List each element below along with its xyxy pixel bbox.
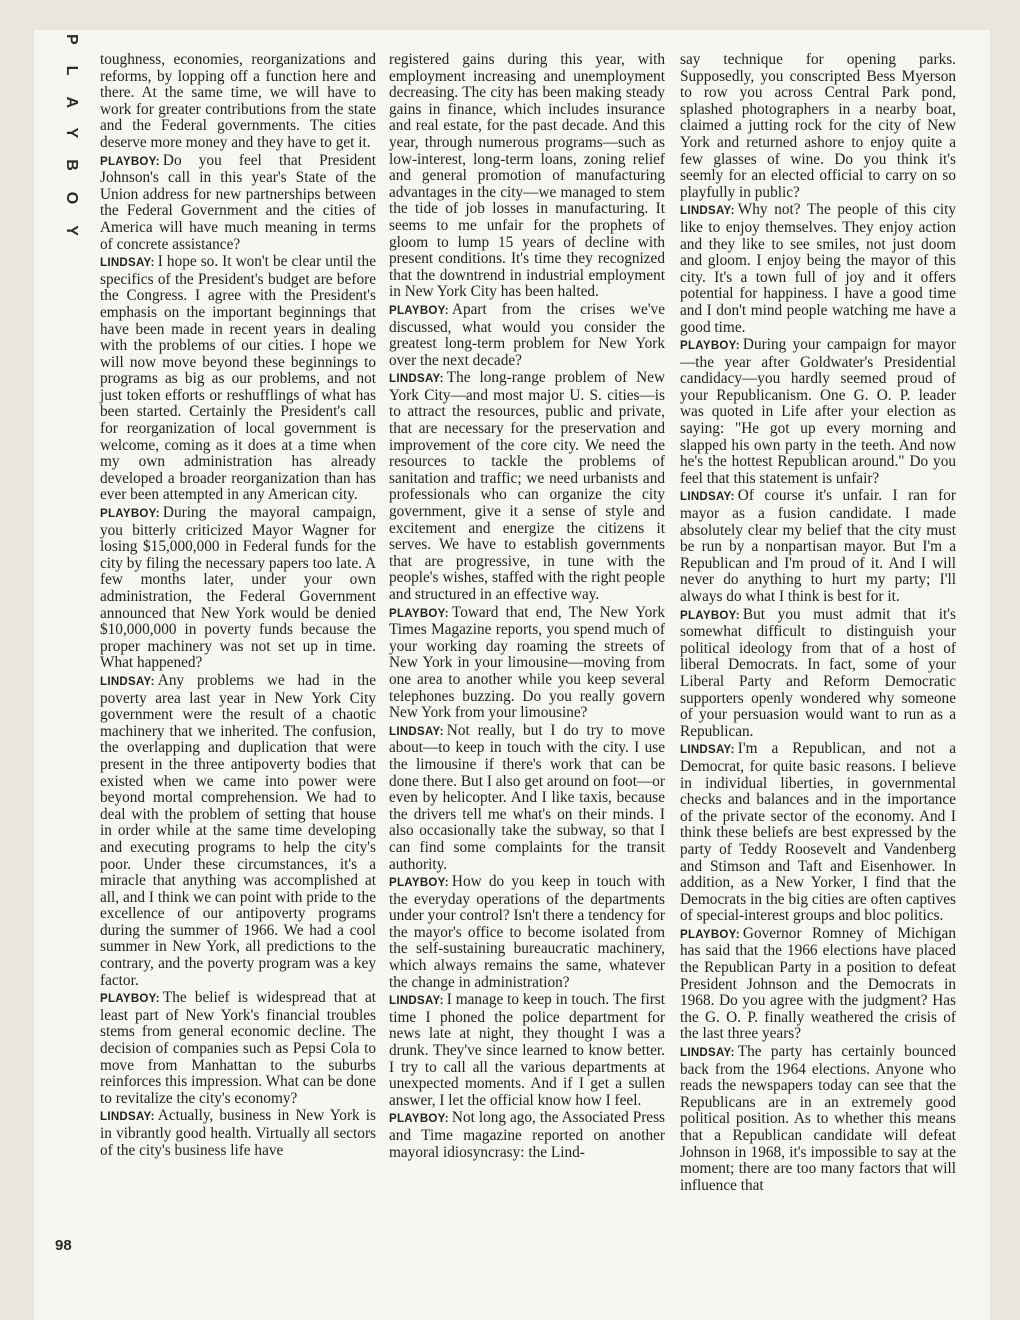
side-logo — [50, 34, 90, 257]
speaker-label: LINDSAY: — [100, 675, 155, 688]
paragraph-text: The long-range problem of New York City—and most major U. S. cities—is to attract the resources, public and private, that are necessary for the preservation and improvement of the core city. We need the resources to tackle the problems of sanitation and traffic; we need urbanists and professionals who can organize the city government, give it a sense of style and excitement and energize the citizens it serves. We have to establish governments that are progressive, in tune with the people's wishes, staffed with the right people and structured in an effective way. — [389, 369, 665, 603]
paragraph — [100, 673, 376, 989]
speaker-label: PLAYBOY: — [389, 877, 449, 890]
speaker-label: PLAYBOY: — [680, 928, 740, 941]
paragraph-text: registered gains during this year, with employment increasing and unemployment decreasing. The city has been making steady gains in finance, which includes insurance and real estate, for the past decade. And this year, through numerous programs—such as low-interest, long-term loans, zoning relief and general promotion of manufacturing advantages in the city—we managed to stem the tide of job losses in manufacturing. It seems to me unfair for the prophets of gloom to lump 15 years of decline with present conditions. It's time they recognized that the downtrend in industrial employment in New York City has been halted. — [389, 51, 665, 301]
paragraph-text: Do you feel that President Johnson's call in this year's State of the Union address for new partnerships between the Federal Government and the cities of America will have much meaning in terms of concrete assistance? — [100, 151, 376, 253]
paragraph — [100, 990, 376, 1107]
paragraph-text: During your campaign for mayor—the year after Goldwater's Presidential candidacy—you hardly seemed proud of your Republicanism. One G. O. P. leader was quoted in Life after your election as saying: "He got up every morning and slapped his own party in the teeth. And now he's the hottest Republican around." Do you feel that this statement is unfair? — [680, 336, 956, 487]
paragraph — [100, 1108, 376, 1159]
paragraph-text: I'm a Republican, and not a Democrat, for quite basic reasons. I believe in individual liberties, in governmental checks and balances and in the importance of the private sector of the economy. And I think these beliefs are best expressed by the party of Teddy Roosevelt and Vandenberg and Stimson and Taft and Eisenhower. In addition, as a New Yorker, I find that the Democrats in the big cities are often captives of special-interest groups and bloc politics. — [680, 740, 956, 925]
speaker-label: PLAYBOY: — [389, 1113, 449, 1126]
paragraph — [680, 1044, 956, 1194]
speaker-label: PLAYBOY: — [680, 340, 740, 353]
speaker-label: PLAYBOY: — [100, 993, 160, 1006]
speaker-label: PLAYBOY: — [389, 304, 449, 317]
speaker-label: LINDSAY: — [100, 1111, 155, 1124]
speaker-label: PLAYBOY: — [100, 508, 160, 521]
paragraph — [389, 874, 665, 991]
paragraph-text: The party has certainly bounced back from the 1964 elections. Anyone who reads the newspapers today can see that the Republicans are in an extremely good political position. As to whether this means that a Republican candidate will defeat Johnson in 1968, it's impossible to say at the moment; there are too many factors that will influence that — [680, 1043, 956, 1194]
paragraph-text: Not really, but I do try to move about—to keep in touch with the city. I use the limousine if there's work that can be done there. But I also get around on foot—or even by helicopter. And I like taxis, because the drivers tell me what's on their minds. I also occasionally take the subway, so that I can find some complaints for the transit authority. — [389, 721, 665, 873]
text-column-2 — [389, 52, 665, 1161]
paragraph-text: say technique for opening parks. Supposedly, you conscripted Bess Myerson to row you across Central Park pond, splashed photographers in a nearby boat, claimed a jutting rock for the city of New York and returned ashore to enjoy quite a few glasses of wine. Do you think it's seemly for an elected official to carry on so playfully in public? — [680, 51, 956, 201]
paragraph — [680, 337, 956, 487]
paragraph-text: Governor Romney of Michigan has said that the 1966 elections have placed the Republican Party in a position to defeat President Johnson and the Democrats in 1968. Do you agree with the judgment? Has the G. O. P. finally weathered the crisis of the last three years? — [680, 924, 956, 1043]
speaker-label: LINDSAY: — [680, 1047, 735, 1060]
paragraph — [680, 52, 956, 201]
paragraph — [389, 723, 665, 873]
paragraph-text: Of course it's unfair. I ran for mayor as a fusion candidate. I made absolutely clear my belief that the city must be run by a nonpartisan mayor. But I'm a Republican and I'm proud of it. And I will never do anything to hurt my party; I'll always do what I think is best for it. — [680, 487, 956, 605]
paragraph-text: Apart from the crises we've discussed, what would you consider the greatest long-term problem for New York over the next decade? — [389, 300, 665, 369]
speaker-label: LINDSAY: — [680, 744, 735, 757]
side-logo-text: PLAYBOY — [63, 34, 80, 257]
paragraph — [100, 153, 376, 254]
paragraph — [389, 605, 665, 722]
speaker-label: LINDSAY: — [100, 257, 155, 270]
paragraph — [680, 488, 956, 605]
paragraph-text: The belief is widespread that at least part of New York's financial troubles stems from general economic decline. The decision of companies such as Pepsi Cola to move from Manhattan to the suburbs reinforces this impression. What can be done to revitalize the city's economy? — [100, 989, 376, 1107]
paragraph-text: Toward that end, The New York Times Magazine reports, you spend much of your working day roaming the streets of New York in your limousine—moving from one area to another while you keep several telephones buzzing. Do you really govern New York from your limousine? — [389, 603, 665, 722]
paragraph — [680, 202, 956, 336]
speaker-label: LINDSAY: — [389, 373, 444, 386]
paragraph — [680, 607, 956, 741]
paragraph-text: I manage to keep in touch. The first time I phoned the police department for news late at night, they thought I was a drunk. They've since learned to know better. I try to call all the various departments at unexpected moments. And if I get a sullen answer, I let the official know how I feel. — [389, 991, 665, 1109]
speaker-label: LINDSAY: — [680, 491, 735, 504]
speaker-label: LINDSAY: — [389, 725, 444, 738]
paragraph — [100, 52, 376, 152]
paragraph-text: toughness, economies, reorganizations and reforms, by lopping off a function here and there. At the same time, we will have to work for greater contributions from the state and the Federal governments. The cities deserve more money and they have to get it. — [100, 51, 376, 151]
paragraph — [389, 302, 665, 369]
paragraph-text: Any problems we had in the poverty area last year in New York City government were the result of a chaotic machinery that we inherited. The confusion, the overlapping and duplication that were present in the three antipoverty bodies that existed when we came into power were beyond mortal comprehension. We had to deal with the problem of setting that house in order while at the same time developing and executing programs to help the city's poor. Under these circumstances, it's a miracle that anything was accomplished at all, and I think we can point with pride to the excellence of our antipoverty programs during the summer of 1966. We had a cool summer in New York, all predictions to the contrary, and the poverty program was a key factor. — [100, 671, 376, 989]
paragraph — [389, 1110, 665, 1161]
paragraph-text: Actually, business in New York is in vibrantly good health. Virtually all sectors of the city's business life have — [100, 1107, 376, 1159]
paragraph-text: During the mayoral campaign, you bitterly criticized Mayor Wagner for losing $15,000,000 in Federal funds for the city by filing the necessary papers too late. A few months later, under your own administration, the Federal Government announced that New York would be denied $10,000,000 in poverty funds because the proper machinery was not set up in time. What happened? — [100, 504, 376, 672]
speaker-label: LINDSAY: — [389, 995, 444, 1008]
paragraph — [100, 254, 376, 504]
speaker-label: LINDSAY: — [680, 205, 735, 218]
speaker-label: PLAYBOY: — [100, 155, 160, 168]
speaker-label: PLAYBOY: — [389, 607, 449, 620]
paragraph — [680, 741, 956, 925]
speaker-label: PLAYBOY: — [680, 609, 740, 622]
paragraph — [389, 370, 665, 603]
paragraph-text: Why not? The people of this city like to enjoy themselves. They enjoy action and they like to see smiles, not just doom and gloom. I enjoy being the mayor of this city. It's a town full of joy and it offers potential for happiness. I have a good time and I don't mind people watching me have a good time. — [680, 201, 956, 336]
paragraph — [680, 926, 956, 1043]
paragraph-text: I hope so. It won't be clear until the specifics of the President's budget are before the Congress. I agree with the President's emphasis on the important beginnings that have been made in recent years in dealing with the problems of our cities. I hope we will now move beyond these beginnings to programs as big as our problems, and not just token efforts or reshufflings of what has been started. Certainly the President's call for reorganization of local government is welcome, coming as it does at a time when my own administration has already developed a broader reorganization than has ever been attempted in any American city. — [100, 253, 376, 504]
paragraph — [389, 52, 665, 301]
paragraph-text: Not long ago, the Associated Press and Time magazine reported on another mayoral idiosyncrasy: the Lind- — [389, 1109, 665, 1161]
paragraph-text: But you must admit that it's somewhat difficult to distinguish your political ideology from that of a host of liberal Democrats. In fact, some of your Liberal Party and Reform Democratic supporters openly wondered why someone of your persuasion would want to run as a Republican. — [680, 605, 956, 740]
text-column-3 — [680, 52, 956, 1194]
page-number: 98 — [55, 1237, 72, 1254]
paragraph — [389, 992, 665, 1109]
paragraph — [100, 505, 376, 672]
text-column-1 — [100, 52, 376, 1159]
paragraph-text: How do you keep in touch with the everyday operations of the departments under your control? Isn't there a tendency for the mayor's office to become isolated from the self-sustaining bureaucratic machinery, which always remains the same, whatever the change in administration? — [389, 873, 665, 991]
